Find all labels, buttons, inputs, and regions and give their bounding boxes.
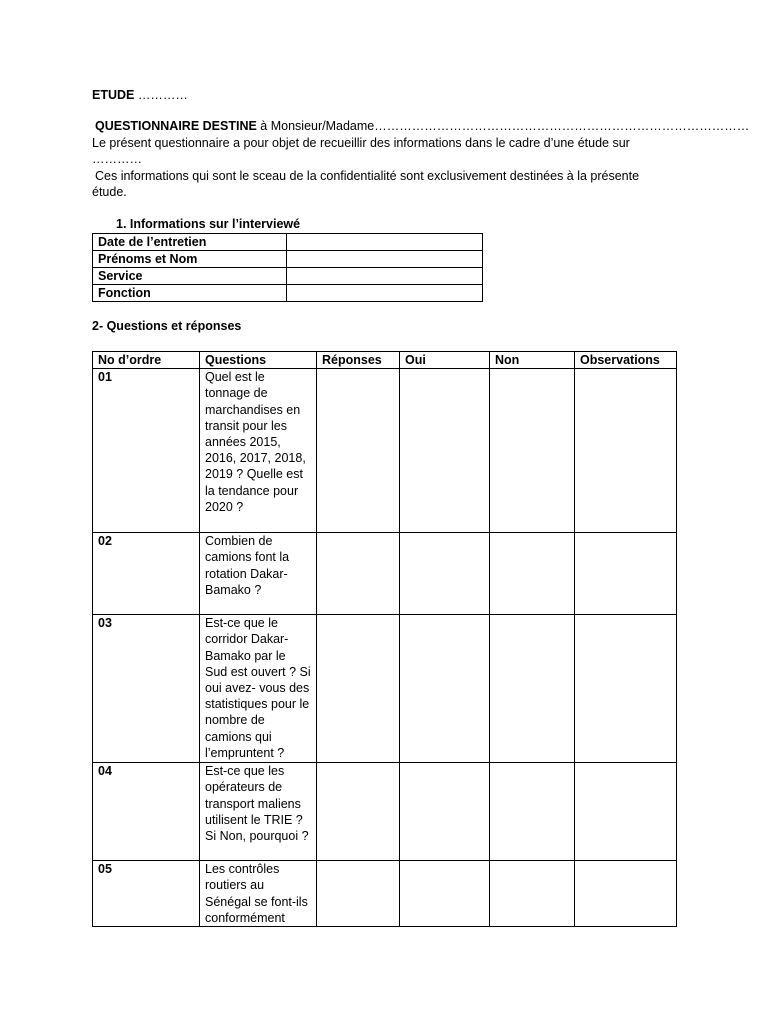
question-text: Les contrôles routiers au Sénégal se font-ils conformément: [200, 861, 317, 927]
question-number: 01: [93, 369, 200, 533]
col-header-questions: Questions: [200, 352, 317, 369]
no-cell[interactable]: [490, 763, 575, 861]
observations-cell[interactable]: [575, 369, 677, 533]
question-text: Quel est le tonnage de marchandises en transit pour les années 2015, 2016, 2017, 2018, 2019 ? Quelle est la tendance pour 2020 ?: [200, 369, 317, 533]
intro-line-1: Le présent questionnaire a pour objet de recueillir des informations dans le cadre d’une étude sur: [92, 136, 630, 150]
col-header-responses: Réponses: [317, 352, 400, 369]
confidentiality-line-1: Ces informations qui sont le sceau de la confidentialité sont exclusivement destinées à la présente: [95, 169, 640, 183]
interviewee-info-table: [92, 233, 483, 302]
questionnaire-label: QUESTIONNAIRE DESTINE: [95, 119, 257, 133]
section2-title: 2- Questions et réponses: [92, 319, 242, 333]
table-row: [93, 234, 483, 251]
table-row: [93, 533, 677, 615]
yes-cell[interactable]: [400, 763, 490, 861]
table-header-row: [93, 352, 677, 369]
question-number: 02: [93, 533, 200, 615]
yes-cell[interactable]: [400, 615, 490, 763]
info-value-service[interactable]: [287, 268, 483, 285]
response-cell[interactable]: [317, 369, 400, 533]
no-cell[interactable]: [490, 861, 575, 927]
info-value-function[interactable]: [287, 285, 483, 302]
etude-line: [92, 87, 188, 103]
response-cell[interactable]: [317, 861, 400, 927]
question-number: 05: [93, 861, 200, 927]
table-row: [93, 369, 677, 533]
table-row: [93, 763, 677, 861]
intro-line-2: …………: [92, 152, 142, 166]
info-label-name: Prénoms et Nom: [93, 251, 287, 268]
response-cell[interactable]: [317, 615, 400, 763]
table-row: [93, 615, 677, 763]
col-header-observations: Observations: [575, 352, 677, 369]
no-cell[interactable]: [490, 533, 575, 615]
response-cell[interactable]: [317, 533, 400, 615]
confidentiality-line-2: étude.: [92, 185, 127, 199]
question-number: 03: [93, 615, 200, 763]
question-text: Est-ce que les opérateurs de transport maliens utilisent le TRIE ? Si Non, pourquoi ?: [200, 763, 317, 861]
table-row: [93, 861, 677, 927]
response-cell[interactable]: [317, 763, 400, 861]
observations-cell[interactable]: [575, 861, 677, 927]
question-number: 04: [93, 763, 200, 861]
questionnaire-line: [95, 118, 749, 134]
questions-table: [92, 351, 677, 927]
yes-cell[interactable]: [400, 861, 490, 927]
questionnaire-recipient: à Monsieur/Madame………………………………………………………………………………: [256, 119, 750, 133]
table-row: [93, 285, 483, 302]
col-header-yes: Oui: [400, 352, 490, 369]
table-row: [93, 268, 483, 285]
observations-cell[interactable]: [575, 615, 677, 763]
yes-cell[interactable]: [400, 533, 490, 615]
no-cell[interactable]: [490, 615, 575, 763]
observations-cell[interactable]: [575, 533, 677, 615]
etude-dots: …………: [137, 88, 188, 102]
question-text: Combien de camions font la rotation Dakar-Bamako ?: [200, 533, 317, 615]
info-label-date: Date de l’entretien: [93, 234, 287, 251]
col-header-number: No d’ordre: [93, 352, 200, 369]
col-header-no: Non: [490, 352, 575, 369]
etude-label: ETUDE: [92, 88, 135, 102]
info-label-service: Service: [93, 268, 287, 285]
info-label-function: Fonction: [93, 285, 287, 302]
no-cell[interactable]: [490, 369, 575, 533]
observations-cell[interactable]: [575, 763, 677, 861]
question-text: Est-ce que le corridor Dakar-Bamako par le Sud est ouvert ? Si oui avez- vous des statistiques pour le nombre de camions qui l’empruntent ?: [200, 615, 317, 763]
section1-title: 1. Informations sur l’interviewé: [116, 217, 301, 231]
info-value-name[interactable]: [287, 251, 483, 268]
yes-cell[interactable]: [400, 369, 490, 533]
table-row: [93, 251, 483, 268]
info-value-date[interactable]: [287, 234, 483, 251]
